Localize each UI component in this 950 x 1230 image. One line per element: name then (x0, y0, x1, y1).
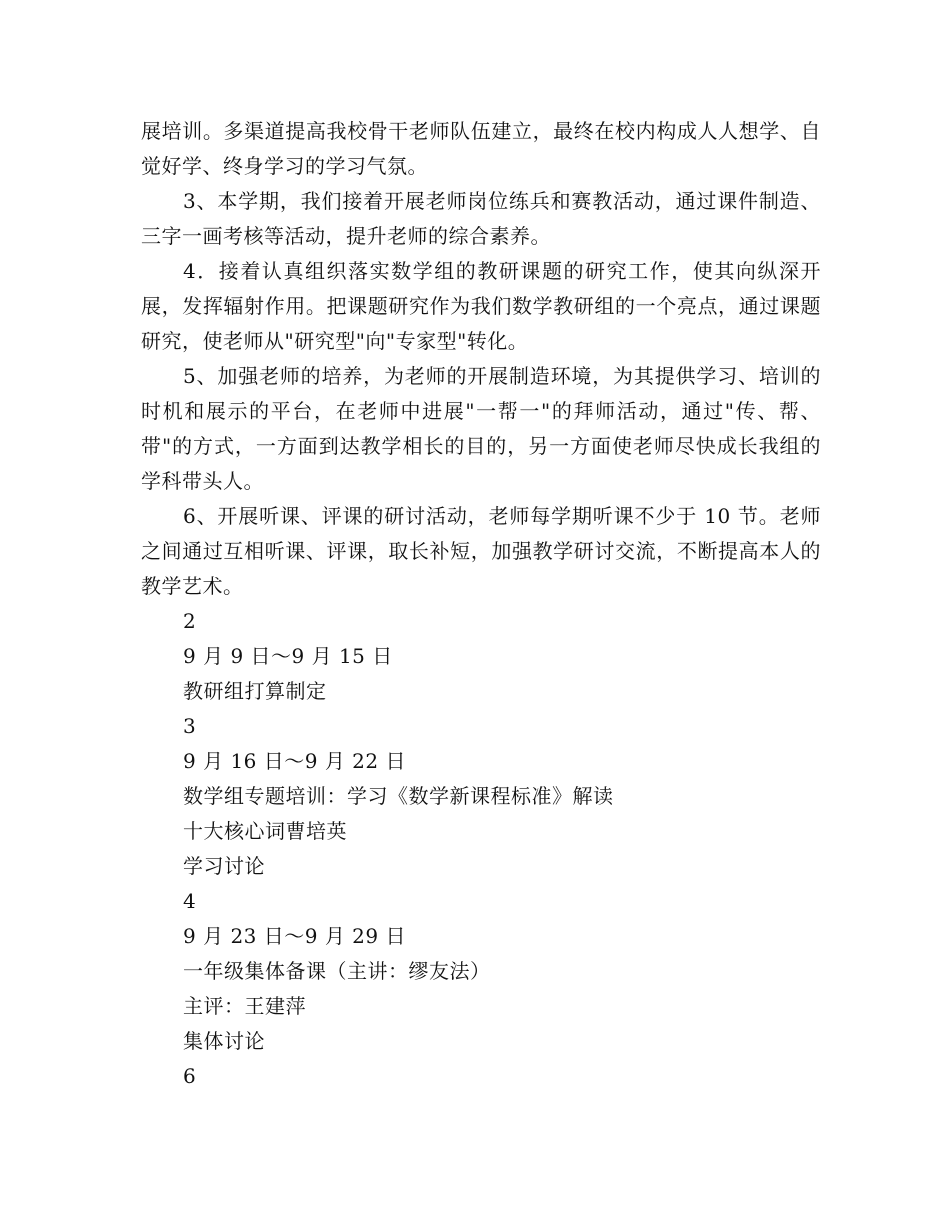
paragraph-item-6: 6、开展听课、评课的研讨活动，老师每学期听课不少于 10 节。老师之间通过互相听课、评课，取长补短，加强教学研讨交流，不断提高本人的教学艺术。 (141, 504, 821, 598)
schedule-activity: 一年级集体备课（主讲：缪友法） (183, 959, 491, 983)
schedule-date-range: 9 月 9 日～9 月 15 日 (183, 644, 393, 668)
paragraph-item-5: 5、加强老师的培养，为老师的开展制造环境，为其提供学习、培训的时机和展示的平台，在老师中进展"一帮一"的拜师活动，通过"传、帮、带"的方式，一方面到达教学相长的目的，另一方面使老师尽快成长我组的学科带头人。 (141, 364, 821, 493)
schedule-reviewer: 主评：王建萍 (183, 994, 306, 1018)
paragraph-item-4: 4．接着认真组织落实数学组的教研课题的研究工作，使其向纵深开展，发挥辐射作用。把课题研究作为我们数学教研组的一个亮点，通过课题研究，使老师从"研究型"向"专家型"转化。 (141, 259, 821, 353)
schedule-activity: 教研组打算制定 (183, 679, 327, 703)
paragraph-continuation: 展培训。多渠道提高我校骨干老师队伍建立，最终在校内构成人人想学、自觉好学、终身学习的学习气氛。 (141, 119, 821, 178)
schedule-week-number: 6 (183, 1064, 197, 1088)
paragraph-item-3: 3、本学期，我们接着开展老师岗位练兵和赛教活动，通过课件制造、三字一画考核等活动，提升老师的综合素养。 (141, 189, 821, 248)
schedule-format: 学习讨论 (183, 854, 265, 878)
schedule-week-number: 4 (183, 889, 197, 913)
schedule-activity: 数学组专题培训：学习《数学新课程标准》解读 (183, 784, 614, 808)
schedule-date-range: 9 月 16 日～9 月 22 日 (183, 749, 406, 773)
schedule-week-number: 2 (183, 609, 197, 633)
schedule-date-range: 9 月 23 日～9 月 29 日 (183, 924, 406, 948)
document-body (141, 114, 821, 1094)
schedule-speaker: 十大核心词曹培英 (183, 819, 347, 843)
schedule-list (141, 604, 821, 1094)
schedule-week-number: 3 (183, 714, 197, 738)
schedule-format: 集体讨论 (183, 1029, 265, 1053)
